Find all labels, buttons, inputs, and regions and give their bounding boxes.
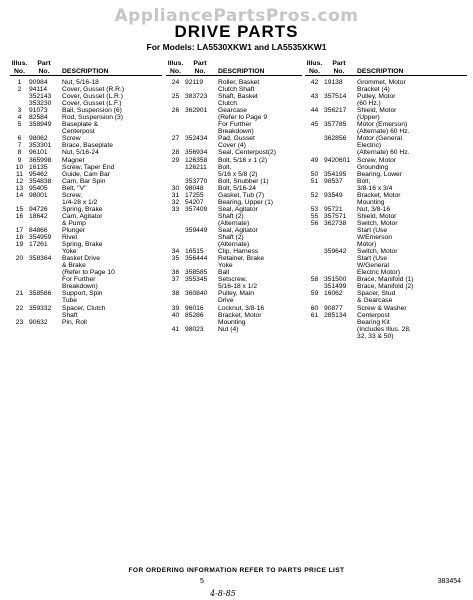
part-description: Pad, Gusset Cover (4) bbox=[218, 135, 255, 150]
illus-number: 37 bbox=[171, 276, 180, 284]
part-number: 353770 bbox=[185, 177, 208, 185]
parts-row bbox=[166, 93, 302, 107]
parts-row bbox=[305, 135, 467, 156]
parts-row bbox=[305, 79, 467, 93]
parts-row bbox=[305, 171, 467, 178]
parts-row bbox=[10, 107, 162, 114]
part-number: 90877 bbox=[324, 304, 343, 312]
part-number: 16062 bbox=[324, 290, 343, 298]
parts-row bbox=[10, 100, 162, 107]
part-description: Bolt, 5/16 x 1 (2) bbox=[218, 156, 268, 164]
illus-number: 10 bbox=[15, 163, 24, 171]
parts-list bbox=[305, 79, 467, 340]
part-description: Setscrew, 5/16-18 x 1/2 bbox=[218, 276, 258, 291]
illus-number: 33 bbox=[171, 205, 180, 213]
part-number: 359332 bbox=[29, 304, 52, 312]
part-number: 96101 bbox=[29, 149, 48, 157]
part-description: Clip, Harness bbox=[218, 248, 259, 256]
parts-row bbox=[305, 192, 467, 206]
part-description: Ball bbox=[218, 269, 230, 277]
part-number: 126211 bbox=[185, 163, 207, 171]
part-number: 126358 bbox=[185, 156, 208, 164]
part-number: 95462 bbox=[29, 170, 48, 178]
part-description: Bolt, 5/16 x 5/8 (2) bbox=[218, 163, 258, 178]
parts-row bbox=[166, 326, 302, 333]
part-number: 357409 bbox=[185, 205, 208, 213]
part-description: Roller, Basket Clutch Shaft bbox=[218, 79, 260, 94]
illus-number: 51 bbox=[310, 177, 319, 185]
illus-number: 2 bbox=[17, 86, 22, 94]
part-number: 92119 bbox=[185, 79, 204, 86]
parts-row bbox=[305, 206, 467, 213]
part-description: Motor (General Electric) (Alternate) 60 Hz. bbox=[357, 135, 410, 157]
parts-row bbox=[305, 312, 467, 340]
illus-number: 12 bbox=[15, 177, 24, 185]
part-number: 19138 bbox=[324, 79, 343, 86]
part-description: Rivet bbox=[62, 234, 78, 242]
parts-row bbox=[305, 178, 467, 192]
illus-number: 35 bbox=[171, 255, 180, 263]
parts-row bbox=[166, 255, 302, 269]
parts-row bbox=[305, 290, 467, 304]
part-description: Pulley, Main Drive bbox=[218, 290, 254, 305]
illus-number: 49 bbox=[310, 156, 319, 164]
parts-row bbox=[166, 135, 302, 149]
part-description: Spring, Brake Yoke bbox=[62, 241, 103, 256]
illus-number bbox=[166, 164, 185, 178]
part-description: Ball, Suspension (6) bbox=[62, 107, 122, 115]
parts-row bbox=[10, 290, 162, 304]
parts-row bbox=[10, 319, 162, 326]
part-description: Spacer, Stud & Gearcase bbox=[357, 290, 396, 305]
illus-number: 25 bbox=[171, 93, 180, 101]
part-description: Cover, Gusset (L.F.) bbox=[62, 100, 122, 108]
illus-number: 41 bbox=[171, 325, 180, 333]
parts-column-1 bbox=[10, 59, 162, 326]
part-number: 354959 bbox=[29, 234, 52, 242]
part-number: 285134 bbox=[324, 311, 347, 319]
part-description: Plunger bbox=[62, 226, 86, 234]
illus-no-header: Illus. No. bbox=[11, 60, 28, 75]
illus-number: 9 bbox=[17, 156, 22, 164]
parts-row bbox=[166, 164, 302, 178]
illus-number: 16 bbox=[15, 212, 24, 220]
part-description: Cover, Gusset (L.R.) bbox=[62, 93, 123, 101]
part-description: Spring, Brake bbox=[62, 205, 103, 213]
illus-number: 20 bbox=[15, 255, 24, 263]
illus-no-header: Illus. No. bbox=[167, 60, 184, 75]
part-description: Brace, Manifold (1) bbox=[357, 276, 414, 284]
part-description: Locknut, 3/8-16 bbox=[218, 304, 265, 312]
illus-number: 39 bbox=[171, 304, 180, 312]
part-number: 352434 bbox=[185, 135, 208, 143]
part-number: 9420601 bbox=[324, 156, 351, 164]
parts-row bbox=[166, 227, 302, 248]
part-description: Bearing, Upper (1) bbox=[218, 198, 274, 206]
illus-number: 18 bbox=[15, 234, 24, 242]
part-number: 95721 bbox=[324, 205, 343, 213]
part-description: Grommet, Motor Bracket (4) bbox=[357, 79, 406, 94]
parts-list bbox=[166, 79, 302, 333]
part-description: Pin, Roll bbox=[62, 318, 87, 326]
part-number: 98001 bbox=[29, 191, 48, 199]
part-no-header: Part No. bbox=[193, 60, 207, 75]
illus-number: 14 bbox=[15, 191, 24, 199]
parts-row bbox=[10, 135, 162, 142]
page-number: 5 bbox=[200, 578, 204, 585]
parts-row bbox=[166, 199, 302, 206]
parts-row bbox=[166, 149, 302, 156]
part-number: 93549 bbox=[324, 191, 343, 199]
parts-row bbox=[166, 157, 302, 164]
illus-number: 52 bbox=[310, 191, 319, 199]
part-description: Bolt, 5/16-24 bbox=[218, 184, 256, 192]
illus-number: 4 bbox=[17, 114, 22, 122]
parts-row bbox=[10, 213, 162, 227]
part-number: 352143 bbox=[29, 93, 52, 101]
part-description: Motor (Emerson) (Alternate) 60 Hz. bbox=[357, 121, 410, 136]
illus-number bbox=[10, 100, 29, 107]
parts-row bbox=[166, 178, 302, 185]
part-no-header: Part No. bbox=[37, 60, 51, 75]
illus-number: 31 bbox=[171, 191, 180, 199]
part-number: 91073 bbox=[29, 107, 48, 115]
illus-number: 32 bbox=[171, 198, 180, 206]
parts-row bbox=[305, 121, 467, 135]
parts-row bbox=[166, 206, 302, 227]
part-number: 362856 bbox=[324, 135, 347, 143]
parts-row bbox=[10, 206, 162, 213]
part-description: Shield, Motor (Upper) bbox=[357, 107, 397, 122]
illus-number: 24 bbox=[171, 79, 180, 86]
part-description: Gasket, Tub (7) bbox=[218, 191, 265, 199]
part-description: Screw, Taper End bbox=[62, 163, 115, 171]
illus-number: 27 bbox=[171, 135, 180, 143]
part-description: Rod, Suspension (3) bbox=[62, 114, 123, 122]
part-number: 94726 bbox=[29, 205, 48, 213]
part-number: 358364 bbox=[29, 255, 52, 263]
part-number: 351500 bbox=[324, 276, 347, 284]
illus-number: 53 bbox=[310, 205, 319, 213]
parts-row bbox=[10, 227, 162, 234]
part-number: 356217 bbox=[324, 107, 347, 115]
description-header: DESCRIPTION bbox=[218, 67, 265, 75]
illus-number: 50 bbox=[310, 170, 319, 178]
illus-number: 28 bbox=[171, 149, 180, 157]
parts-row bbox=[305, 220, 467, 248]
parts-row bbox=[305, 276, 467, 283]
illus-number: 56 bbox=[310, 219, 319, 227]
part-description: Brace, Manifold (2) bbox=[357, 283, 414, 291]
illus-number: 26 bbox=[171, 107, 180, 115]
illus-number bbox=[305, 135, 324, 156]
description-header: DESCRIPTION bbox=[357, 67, 404, 75]
part-number: 353301 bbox=[29, 142, 52, 150]
part-description: Bracket, Motor Mounting bbox=[357, 191, 401, 206]
illus-number: 5 bbox=[17, 121, 22, 129]
part-description: Magnet bbox=[62, 156, 85, 164]
part-number: 17255 bbox=[185, 191, 204, 199]
part-number: 365998 bbox=[29, 156, 52, 164]
part-number: 358586 bbox=[29, 290, 52, 298]
parts-row bbox=[10, 241, 162, 255]
parts-row bbox=[305, 248, 467, 276]
illus-number: 23 bbox=[15, 318, 24, 326]
part-number: 98023 bbox=[185, 325, 204, 333]
part-number: 362738 bbox=[324, 219, 347, 227]
illus-number: 19 bbox=[15, 241, 24, 249]
illus-number bbox=[166, 227, 185, 248]
parts-row bbox=[10, 114, 162, 121]
part-number: 359449 bbox=[185, 226, 208, 234]
illus-number: 15 bbox=[15, 205, 24, 213]
part-number: 84866 bbox=[29, 226, 48, 234]
parts-row bbox=[166, 107, 302, 135]
illus-number: 55 bbox=[310, 212, 319, 220]
part-description: Centerpost Bearing Kit (Includes Illus. 28, 32, 33 & 50) bbox=[357, 311, 411, 340]
page-title: DRIVE PARTS bbox=[174, 22, 299, 41]
part-description: Cam, Agitator & Pump bbox=[62, 212, 103, 227]
column-header bbox=[305, 59, 467, 76]
illus-number: 11 bbox=[16, 170, 23, 178]
part-description: Cover, Gusset (R.R.) bbox=[62, 86, 125, 94]
illus-number bbox=[305, 248, 324, 276]
ordering-note: FOR ORDERING INFORMATION REFER TO PARTS PRICE LIST bbox=[128, 567, 345, 574]
part-description: Bearing, Lower bbox=[357, 170, 402, 178]
part-description: Retainer, Brake Yoke bbox=[218, 255, 265, 270]
part-number: 356444 bbox=[185, 255, 208, 263]
parts-row bbox=[10, 86, 162, 93]
model-subtitle: For Models: LA5530XKW1 and LA5535XKW1 bbox=[146, 42, 327, 52]
part-number: 90632 bbox=[29, 318, 48, 326]
part-number: 356934 bbox=[185, 149, 208, 157]
part-description: Screw, 1/4-28 x 1/2 bbox=[62, 191, 98, 206]
parts-row bbox=[166, 276, 302, 290]
parts-row bbox=[166, 269, 302, 276]
parts-row bbox=[10, 93, 162, 100]
parts-row bbox=[10, 149, 162, 156]
part-description: Pulley, Motor (60 Hz.) bbox=[357, 93, 396, 108]
parts-row bbox=[10, 171, 162, 178]
part-number: 354838 bbox=[29, 177, 52, 185]
part-number: 95405 bbox=[29, 184, 48, 192]
part-description: Bolt, Snubber (1) bbox=[218, 177, 269, 185]
part-description: Nut, 5/16-18 bbox=[62, 79, 99, 86]
parts-row bbox=[10, 178, 162, 185]
illus-number: 36 bbox=[171, 269, 180, 277]
illus-number: 8 bbox=[17, 149, 22, 157]
part-description: Switch, Motor Start (Use W/General Electric Motor) bbox=[357, 248, 401, 277]
part-number: 17261 bbox=[29, 241, 48, 249]
part-description: Guide, Cam Bar bbox=[62, 170, 110, 178]
part-description: Screw, Motor Grounding bbox=[357, 156, 397, 171]
illus-number: 3 bbox=[17, 107, 22, 115]
parts-row bbox=[166, 248, 302, 255]
parts-row bbox=[305, 107, 467, 121]
part-number: 82584 bbox=[29, 114, 48, 122]
part-description: Nut (4) bbox=[218, 325, 239, 333]
parts-list bbox=[10, 79, 162, 326]
illus-number: 43 bbox=[310, 93, 319, 101]
part-number: 85286 bbox=[185, 311, 204, 319]
parts-row bbox=[305, 283, 467, 290]
illus-number: 58 bbox=[310, 276, 319, 284]
illus-number: 60 bbox=[310, 304, 319, 312]
illus-number: 29 bbox=[171, 156, 180, 164]
part-number: 98062 bbox=[29, 135, 48, 143]
part-description: Screw & Washer bbox=[357, 304, 407, 312]
part-no-header: Part No. bbox=[332, 60, 346, 75]
part-number: 16515 bbox=[185, 248, 204, 256]
part-description: Gearcase (Refer to Page 9 For Further Breakdown) bbox=[218, 107, 268, 136]
illus-no-header: Illus. No. bbox=[306, 60, 323, 75]
illus-number: 30 bbox=[171, 184, 180, 192]
parts-row bbox=[10, 142, 162, 149]
part-description: Shaft, Basket Clutch bbox=[218, 93, 258, 108]
illus-number: 45 bbox=[310, 121, 319, 129]
part-description: Shield, Motor bbox=[357, 212, 397, 220]
parts-column-2 bbox=[166, 59, 302, 333]
parts-row bbox=[166, 312, 302, 326]
parts-row bbox=[10, 305, 162, 319]
part-number: 358585 bbox=[185, 269, 208, 277]
illus-number: 38 bbox=[171, 290, 180, 298]
part-number: 353230 bbox=[29, 100, 52, 108]
parts-row bbox=[10, 255, 162, 290]
part-number: 360840 bbox=[185, 290, 208, 298]
illus-number: 42 bbox=[310, 79, 319, 86]
part-description: Bracket, Motor Mounting bbox=[218, 311, 262, 326]
part-description: Support, Spin Tube bbox=[62, 290, 103, 305]
part-description: Spacer, Clutch Shaft bbox=[62, 304, 106, 319]
illus-number: 6 bbox=[17, 135, 22, 143]
part-number: 98537 bbox=[324, 177, 343, 185]
parts-row bbox=[10, 185, 162, 192]
illus-number: 7 bbox=[17, 142, 22, 150]
part-number: 357514 bbox=[324, 93, 347, 101]
watermark: AppliancePartsPros.com bbox=[114, 6, 359, 26]
part-number: 355345 bbox=[185, 276, 208, 284]
illus-number bbox=[305, 283, 324, 290]
description-header: DESCRIPTION bbox=[62, 67, 109, 75]
part-number: 16135 bbox=[29, 163, 48, 171]
illus-number: 21 bbox=[15, 290, 24, 298]
parts-row bbox=[305, 305, 467, 312]
illus-number: 44 bbox=[310, 107, 319, 115]
parts-row bbox=[166, 290, 302, 304]
parts-row bbox=[166, 305, 302, 312]
illus-number: 61 bbox=[310, 311, 319, 319]
parts-row bbox=[10, 192, 162, 206]
parts-row bbox=[166, 192, 302, 199]
part-description: Brace, Baseplate bbox=[62, 142, 113, 150]
illus-number: 34 bbox=[171, 248, 180, 256]
part-description: Belt, "V" bbox=[62, 184, 87, 192]
part-description: Basket Drive & Brake (Refer to Page 10 For Further Breakdown) bbox=[62, 255, 115, 291]
column-header bbox=[166, 59, 302, 76]
part-number: 351499 bbox=[324, 283, 347, 291]
part-description: Nut, 5/16-24 bbox=[62, 149, 99, 157]
part-description: Nut, 3/8-16 bbox=[357, 205, 391, 213]
parts-row bbox=[166, 79, 302, 93]
parts-row bbox=[10, 157, 162, 164]
parts-column-3 bbox=[305, 59, 467, 340]
part-description: Seal, Agitator Shaft (2) (Alternate) bbox=[218, 205, 258, 227]
part-description: Baseplate & Centerpost bbox=[62, 121, 99, 136]
parts-row bbox=[305, 157, 467, 171]
illus-number: 17 bbox=[15, 226, 24, 234]
part-description: Bolt, 3/8-16 x 3/4 bbox=[357, 177, 393, 192]
part-number: 94114 bbox=[29, 86, 48, 94]
illus-number: 13 bbox=[15, 184, 24, 192]
part-number: 383723 bbox=[185, 93, 208, 101]
illus-number: 59 bbox=[310, 290, 319, 298]
illus-number bbox=[10, 93, 29, 100]
part-number: 18642 bbox=[29, 212, 48, 220]
part-number: 357785 bbox=[324, 121, 347, 129]
parts-row bbox=[10, 234, 162, 241]
parts-row bbox=[10, 164, 162, 171]
part-number: 362901 bbox=[185, 107, 208, 115]
part-number: 90984 bbox=[29, 79, 48, 86]
part-number: 354195 bbox=[324, 170, 347, 178]
illus-number: 22 bbox=[15, 304, 24, 312]
part-number: 358949 bbox=[29, 121, 52, 129]
part-number: 96016 bbox=[185, 304, 204, 312]
part-number: 54207 bbox=[185, 198, 204, 206]
column-header bbox=[10, 59, 162, 76]
part-number: 357571 bbox=[324, 212, 347, 220]
illus-number bbox=[166, 178, 185, 185]
illus-number: 40 bbox=[171, 311, 180, 319]
parts-row bbox=[10, 121, 162, 135]
handwritten-signature: 4-8-85 bbox=[210, 589, 236, 598]
parts-row bbox=[305, 93, 467, 107]
part-description: Seal, Centerpost(2) bbox=[218, 149, 276, 157]
part-description: Seal, Agitator Shaft (2) (Alternate) bbox=[218, 226, 258, 249]
part-description: Switch, Motor Start (Use W/Emerson Motor) bbox=[357, 219, 398, 249]
illus-number: 1 bbox=[17, 79, 22, 86]
part-description: Screw bbox=[62, 135, 81, 143]
part-number: 98048 bbox=[185, 184, 204, 192]
part-number: 359642 bbox=[324, 248, 347, 256]
parts-row bbox=[10, 79, 162, 86]
parts-row bbox=[305, 213, 467, 220]
document-number: 383454 bbox=[437, 578, 461, 585]
parts-row bbox=[166, 185, 302, 192]
part-description: Cam, Bar Spin bbox=[62, 177, 106, 185]
